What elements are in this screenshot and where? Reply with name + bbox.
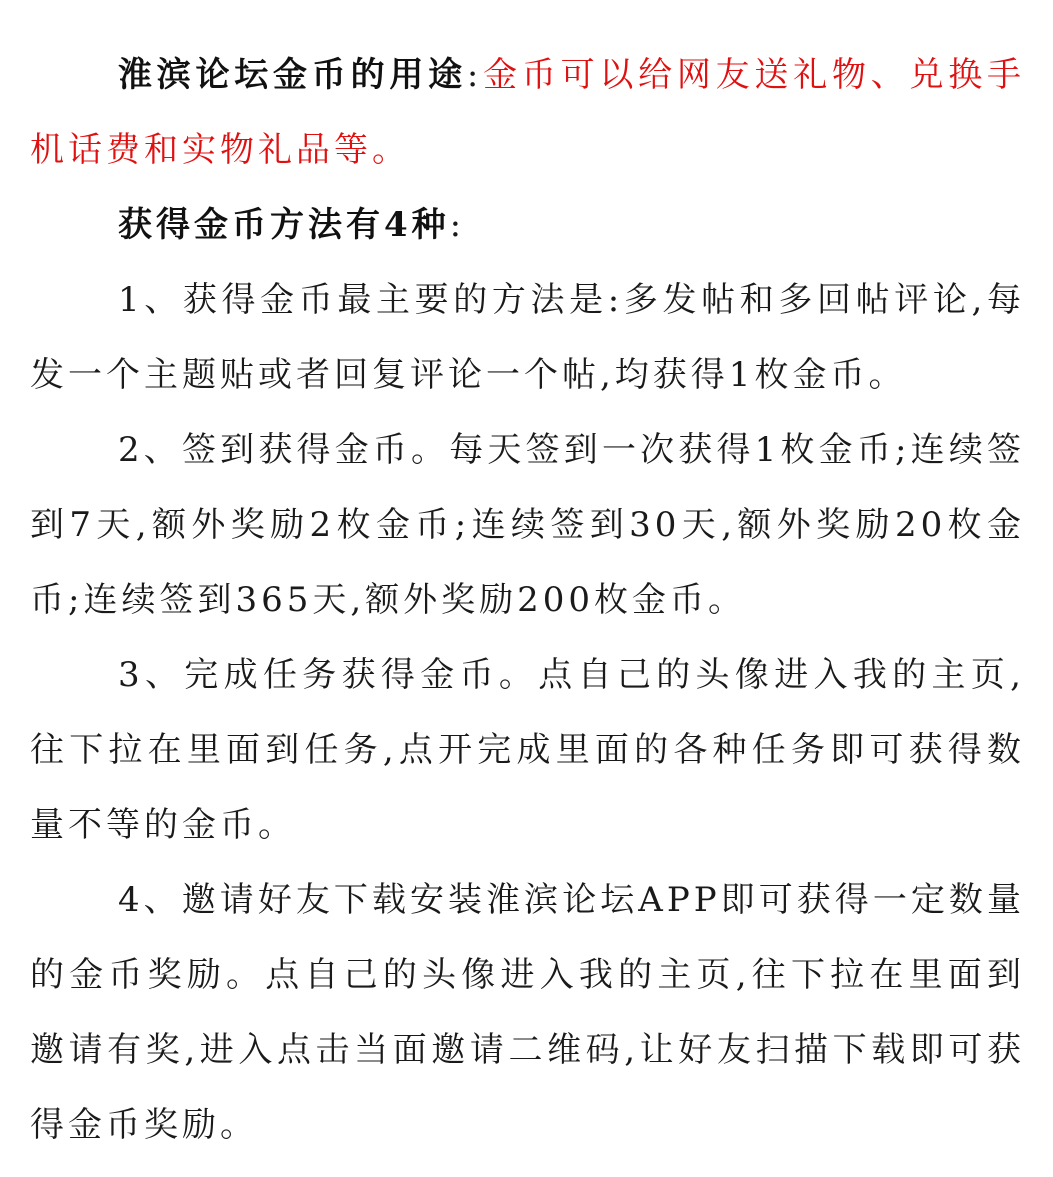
method-item-3: 3、完成任务获得金币。点自己的头像进入我的主页,往下拉在里面到任务,点开完成里面的各种任务即可获得数量不等的金币。 (30, 655, 1025, 845)
intro-paragraph (30, 38, 1025, 188)
methods-heading: 获得金币方法有4种 (118, 205, 450, 245)
method-item-2: 2、签到获得金币。每天签到一次获得1枚金币;连续签到7天,额外奖励2枚金币;连续签到30天,额外奖励20枚金币;连续签到365天,额外奖励200枚金币。 (30, 430, 1025, 620)
method-item-4: 4、邀请好友下载安装淮滨论坛APP即可获得一定数量的金币奖励。点自己的头像进入我的主页,往下拉在里面到邀请有奖,进入点击当面邀请二维码,让好友扫描下载即可获得金币奖励。 (30, 880, 1025, 1145)
intro-heading: 淮滨论坛金币的用途 (118, 55, 467, 95)
methods-heading-colon: : (449, 205, 466, 245)
methods-heading-paragraph (30, 188, 1025, 263)
document-body (30, 38, 1025, 1163)
method-item-1: 1、获得金币最主要的方法是:多发帖和多回帖评论,每发一个主题贴或者回复评论一个帖,均获得1枚金币。 (30, 280, 1025, 395)
intro-body: 金币可以给网友送礼物、兑换手机话费和实物礼品等。 (30, 55, 1025, 170)
intro-separator: : (466, 55, 483, 95)
